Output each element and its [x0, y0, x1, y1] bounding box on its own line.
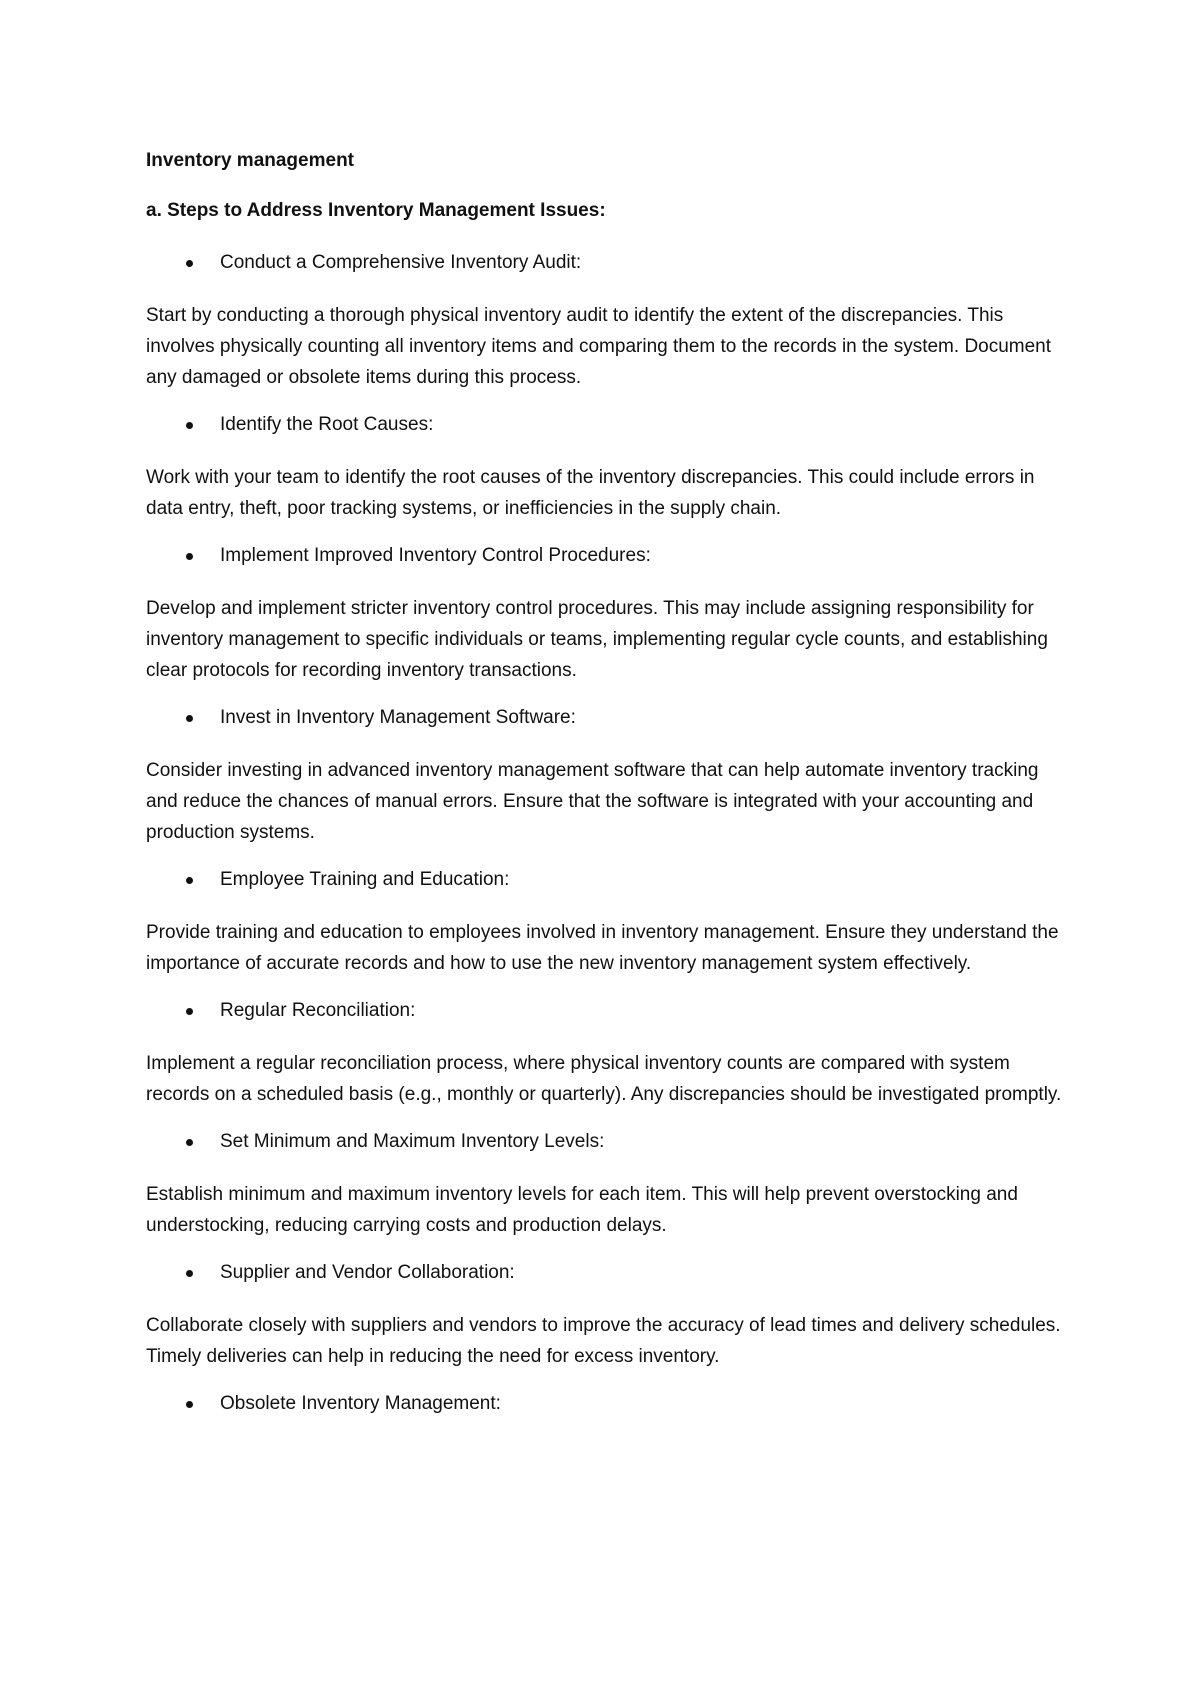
document-title: Inventory management [146, 150, 354, 171]
bullet-icon [186, 1401, 193, 1408]
bullet-icon [186, 553, 193, 560]
bullet-heading: Identify the Root Causes: [220, 414, 434, 435]
bullet-item [146, 543, 1066, 569]
bullet-item [146, 1391, 1066, 1417]
bullet-heading: Set Minimum and Maximum Inventory Levels: [220, 1131, 605, 1152]
list-item [146, 867, 1066, 979]
bullet-icon [186, 1139, 193, 1146]
list-item [146, 998, 1066, 1110]
bullet-icon [186, 260, 193, 267]
bullet-heading: Obsolete Inventory Management: [220, 1393, 501, 1414]
list-item [146, 543, 1066, 686]
bullet-item [146, 705, 1066, 731]
bullet-item [146, 867, 1066, 893]
bullet-icon [186, 715, 193, 722]
paragraph: Start by conducting a thorough physical inventory audit to identify the extent of the discrepancies. This involves physically counting all inventory items and comparing them to the records in the system. Document any damaged or obsolete items during this process. [146, 305, 1052, 388]
bullet-item [146, 250, 1066, 276]
bullet-heading: Implement Improved Inventory Control Procedures: [220, 545, 651, 566]
paragraph: Implement a regular reconciliation process, where physical inventory counts are compared with system records on a scheduled basis (e.g., monthly or quarterly). Any discrepancies should be investigated promptly. [146, 1053, 1062, 1105]
list-item [146, 1391, 1066, 1417]
list-item [146, 1129, 1066, 1241]
bullet-heading: Regular Reconciliation: [220, 1000, 416, 1021]
bullet-heading: Conduct a Comprehensive Inventory Audit: [220, 252, 582, 273]
paragraph: Establish minimum and maximum inventory levels for each item. This will help prevent overstocking and understocking, reducing carrying costs and production delays. [146, 1184, 1018, 1236]
paragraph: Develop and implement stricter inventory control procedures. This may include assigning responsibility for inventory management to specific individuals or teams, implementing regular cycle counts, and establishing clear protocols for recording inventory transactions. [146, 598, 1048, 681]
document-content [146, 148, 1066, 1441]
bullet-item [146, 1260, 1066, 1286]
bullet-heading: Invest in Inventory Management Software: [220, 707, 576, 728]
paragraph: Collaborate closely with suppliers and vendors to improve the accuracy of lead times and delivery schedules. Timely deliveries can help in reducing the need for excess inventory. [146, 1315, 1061, 1367]
paragraph: Work with your team to identify the root causes of the inventory discrepancies. This could include errors in data entry, theft, poor tracking systems, or inefficiencies in the supply chain. [146, 467, 1035, 519]
section-heading: a. Steps to Address Inventory Management Issues: [146, 200, 606, 221]
bullet-heading: Employee Training and Education: [220, 869, 510, 890]
list-item [146, 1260, 1066, 1372]
bullet-item [146, 998, 1066, 1024]
list-item [146, 705, 1066, 848]
bullet-icon [186, 1008, 193, 1015]
bullet-icon [186, 877, 193, 884]
bullet-icon [186, 1270, 193, 1277]
list-item [146, 250, 1066, 393]
paragraph: Provide training and education to employees involved in inventory management. Ensure they understand the importance of accurate records and how to use the new inventory management system effectively. [146, 922, 1059, 974]
list-item [146, 412, 1066, 524]
bullet-item [146, 1129, 1066, 1155]
paragraph: Consider investing in advanced inventory management software that can help automate inventory tracking and reduce the chances of manual errors. Ensure that the software is integrated with your accounting and production systems. [146, 760, 1039, 843]
bullet-item [146, 412, 1066, 438]
bullet-icon [186, 422, 193, 429]
bullet-heading: Supplier and Vendor Collaboration: [220, 1262, 515, 1283]
